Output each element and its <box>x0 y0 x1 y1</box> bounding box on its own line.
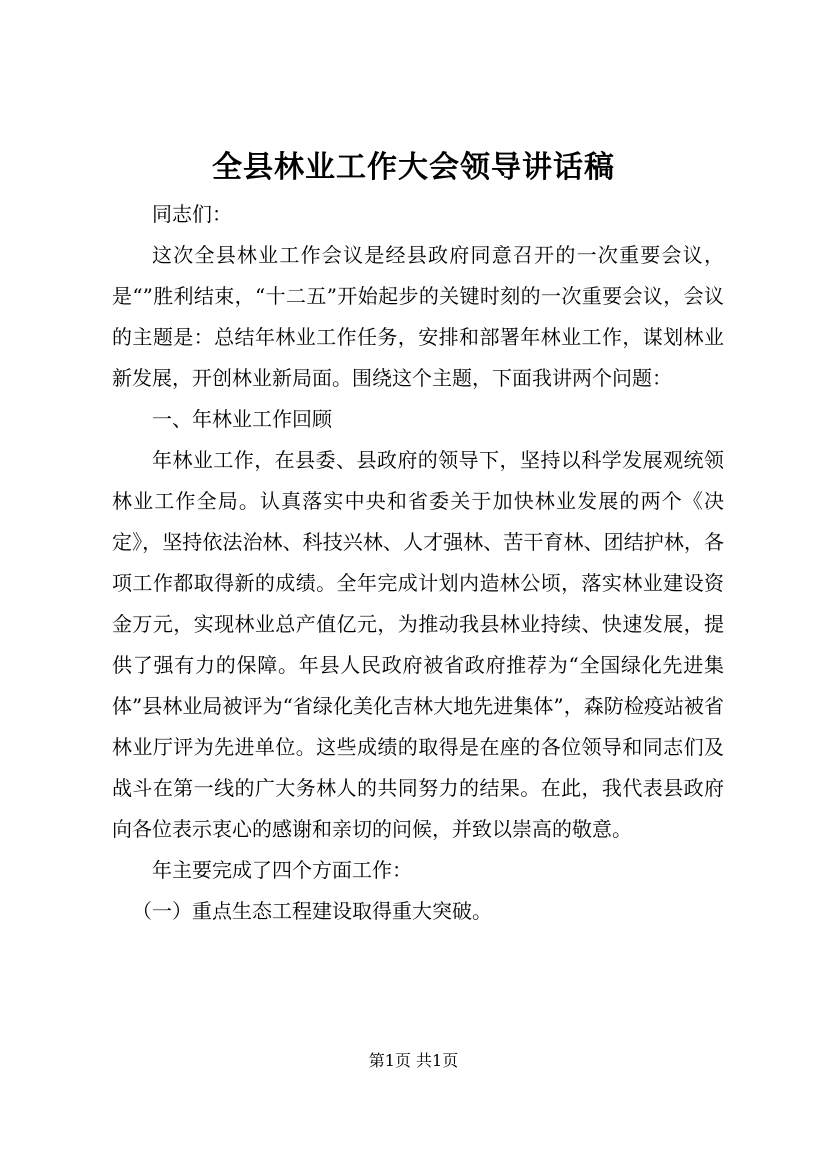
summary-paragraph: 年主要完成了四个方面工作： <box>152 858 412 882</box>
intro-paragraph: 这次全县林业工作会议是经县政府同意召开的一次重要会议，是“”胜利结束，“十二五”开始起步的关键时刻的一次重要会议，会议的主题是：总结年林业工作任务，安排和部署年林业工作，谋划林业新发展，开创林业新局面。围绕这个主题，下面我讲两个问题： <box>112 243 724 390</box>
subsection-heading: （一）重点生态工程建设取得重大突破。 <box>132 899 492 923</box>
greeting-paragraph: 同志们： <box>152 202 232 226</box>
review-paragraph: 年林业工作，在县委、县政府的领导下，坚持以科学发展观统领林业工作全局。认真落实中央和省委关于加快林业发展的两个《决定》，坚持依法治林、科技兴林、人才强林、苦干育林、团结护林，各项工作都取得新的成绩。全年完成计划内造林公顷，落实林业建设资金万元，实现林业总产值亿元，为推动我县林业持续、快速发展，提供了强有力的保障。年县人民政府被省政府推荐为“全国绿化先进集体”县林业局被评为“省绿化美化吉林大地先进集体”，森防检疫站被省林业厅评为先进单位。这些成绩的取得是在座的各位领导和同志们及战斗在第一线的广大务林人的共同努力的结果。在此，我代表县政府向各位表示衷心的感谢和亲切的问候，并致以崇高的敬意。 <box>112 448 724 841</box>
section-heading: 一、年林业工作回顾 <box>152 407 332 431</box>
page-footer: 第1页 共1页 <box>368 1051 459 1070</box>
document-body <box>112 194 724 932</box>
document-title: 全县林业工作大会领导讲话稿 <box>212 150 615 185</box>
